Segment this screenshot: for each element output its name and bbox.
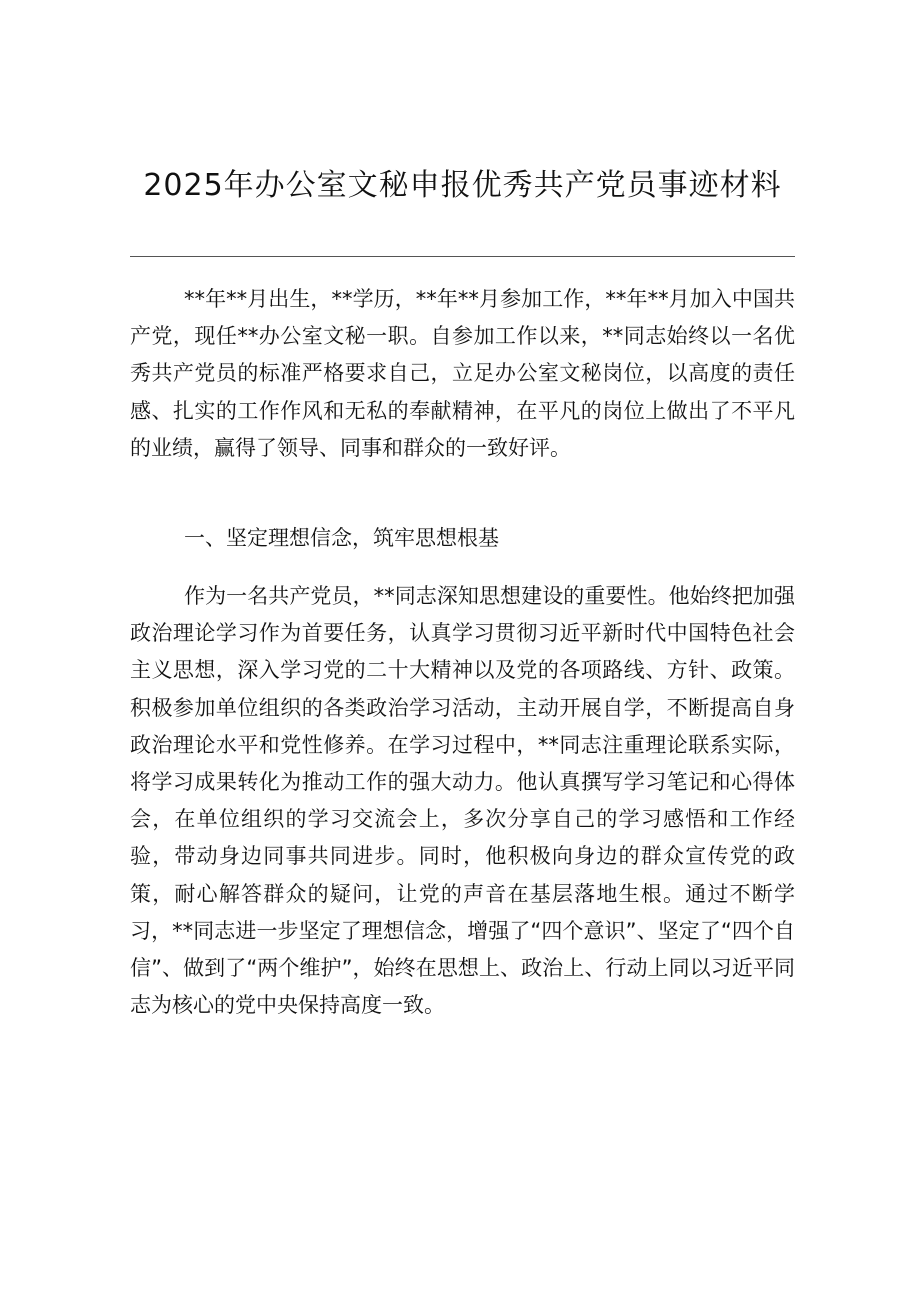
- document-title: 2025年办公室文秘申报优秀共产党员事迹材料: [143, 168, 782, 203]
- intro-paragraph: **年**月出生，**学历，**年**月参加工作，**年**月加入中国共产党，现任**办公室文秘一职。自参加工作以来，**同志始终以一名优秀共产党员的标准严格要求自己，立足办公室文秘岗位，以高度的责任感、扎实的工作作风和无私的奉献精神，在平凡的岗位上做出了不平凡的业绩，赢得了领导、同事和群众的一致好评。: [130, 287, 795, 460]
- title-divider: [130, 256, 795, 257]
- section-heading: 一、坚定理想信念，筑牢思想根基: [184, 526, 499, 550]
- section-body-paragraph: 作为一名共产党员，**同志深知思想建设的重要性。他始终把加强政治理论学习作为首要任务，认真学习贯彻习近平新时代中国特色社会主义思想，深入学习党的二十大精神以及党的各项路线、方针、政策。积极参加单位组织的各类政治学习活动，主动开展自学，不断提高自身政治理论水平和党性修养。在学习过程中，**同志注重理论联系实际，将学习成果转化为推动工作的强大动力。他认真撰写学习笔记和心得体会，在单位组织的学习交流会上，多次分享自己的学习感悟和工作经验，带动身边同事共同进步。同时，他积极向身边的群众宣传党的政策，耐心解答群众的疑问，让党的声音在基层落地生根。通过不断学习，**同志进一步坚定了理想信念，增强了“四个意识”、坚定了“四个自信”、做到了“两个维护”，始终在思想上、政治上、行动上同以习近平同志为核心的党中央保持高度一致。: [130, 584, 795, 1018]
